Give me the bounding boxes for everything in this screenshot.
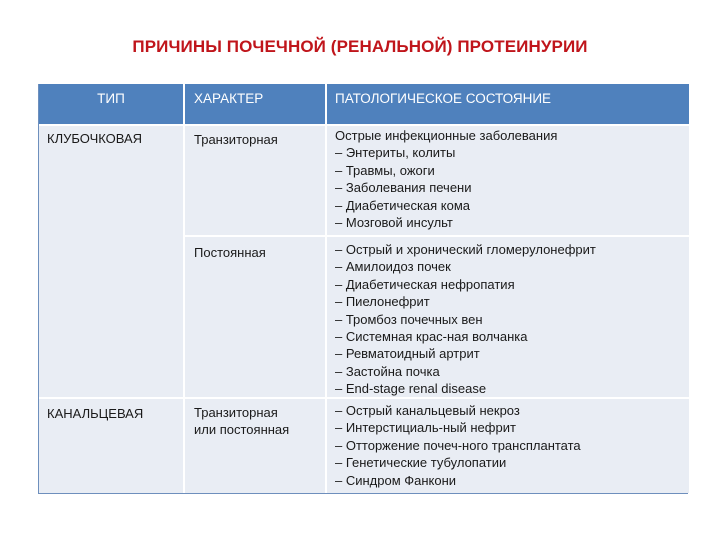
header-character: ХАРАКТЕР xyxy=(185,84,325,124)
condition-item: – Тромбоз почечных вен xyxy=(335,311,483,327)
condition-item: – Ревматоидный артрит xyxy=(335,346,480,362)
proteinuria-table xyxy=(38,84,688,494)
condition-item: Острые инфекционные заболевания xyxy=(335,128,558,143)
header-condition: ПАТОЛОГИЧЕСКОЕ СОСТОЯНИЕ xyxy=(327,84,689,124)
condition-cell xyxy=(327,399,689,493)
condition-item: – Системная крас-ная волчанка xyxy=(335,329,528,345)
table-header-row xyxy=(39,84,689,124)
header-type: ТИП xyxy=(39,84,183,124)
character-line: Транзиторная xyxy=(194,405,278,420)
condition-item: – End-stage renal disease xyxy=(335,381,487,397)
condition-item: – Генетические тубулопатии xyxy=(335,455,507,471)
character-cell xyxy=(185,399,325,493)
table-row xyxy=(39,126,689,235)
condition-item: – Интерстициаль-ный нефрит xyxy=(335,420,516,436)
condition-item: – Диабетическая нефропатия xyxy=(335,276,515,292)
table-row xyxy=(39,399,689,493)
condition-cell xyxy=(327,237,689,397)
condition-item: – Пиелонефрит xyxy=(335,294,430,310)
condition-item: – Острый канальцевый некроз xyxy=(335,403,520,418)
condition-item: – Диабетическая кома xyxy=(335,197,471,213)
condition-cell xyxy=(327,126,689,235)
condition-item: – Энтериты, колиты xyxy=(335,145,456,161)
type-cell xyxy=(39,237,183,397)
page-title: ПРИЧИНЫ ПОЧЕЧНОЙ (РЕНАЛЬНОЙ) ПРОТЕИНУРИИ xyxy=(132,37,588,56)
character-cell: Транзиторная xyxy=(185,126,325,235)
type-cell: КЛУБОЧКОВАЯ xyxy=(39,126,183,237)
type-cell: КАНАЛЬЦЕВАЯ xyxy=(39,399,183,493)
condition-item: – Заболевания печени xyxy=(335,180,472,196)
condition-item: – Отторжение почеч-ного трансплантата xyxy=(335,437,581,453)
condition-item: – Острый и хронический гломерулонефрит xyxy=(335,242,596,257)
condition-item: – Синдром Фанкони xyxy=(335,472,457,488)
condition-item: – Застойна почка xyxy=(335,363,440,379)
character-cell: Постоянная xyxy=(185,237,325,397)
table-row xyxy=(39,237,689,397)
condition-item: – Мозговой инсульт xyxy=(335,215,453,231)
condition-item: – Травмы, ожоги xyxy=(335,162,435,178)
condition-item: – Амилоидоз почек xyxy=(335,259,451,275)
character-line: или постоянная xyxy=(194,422,290,438)
